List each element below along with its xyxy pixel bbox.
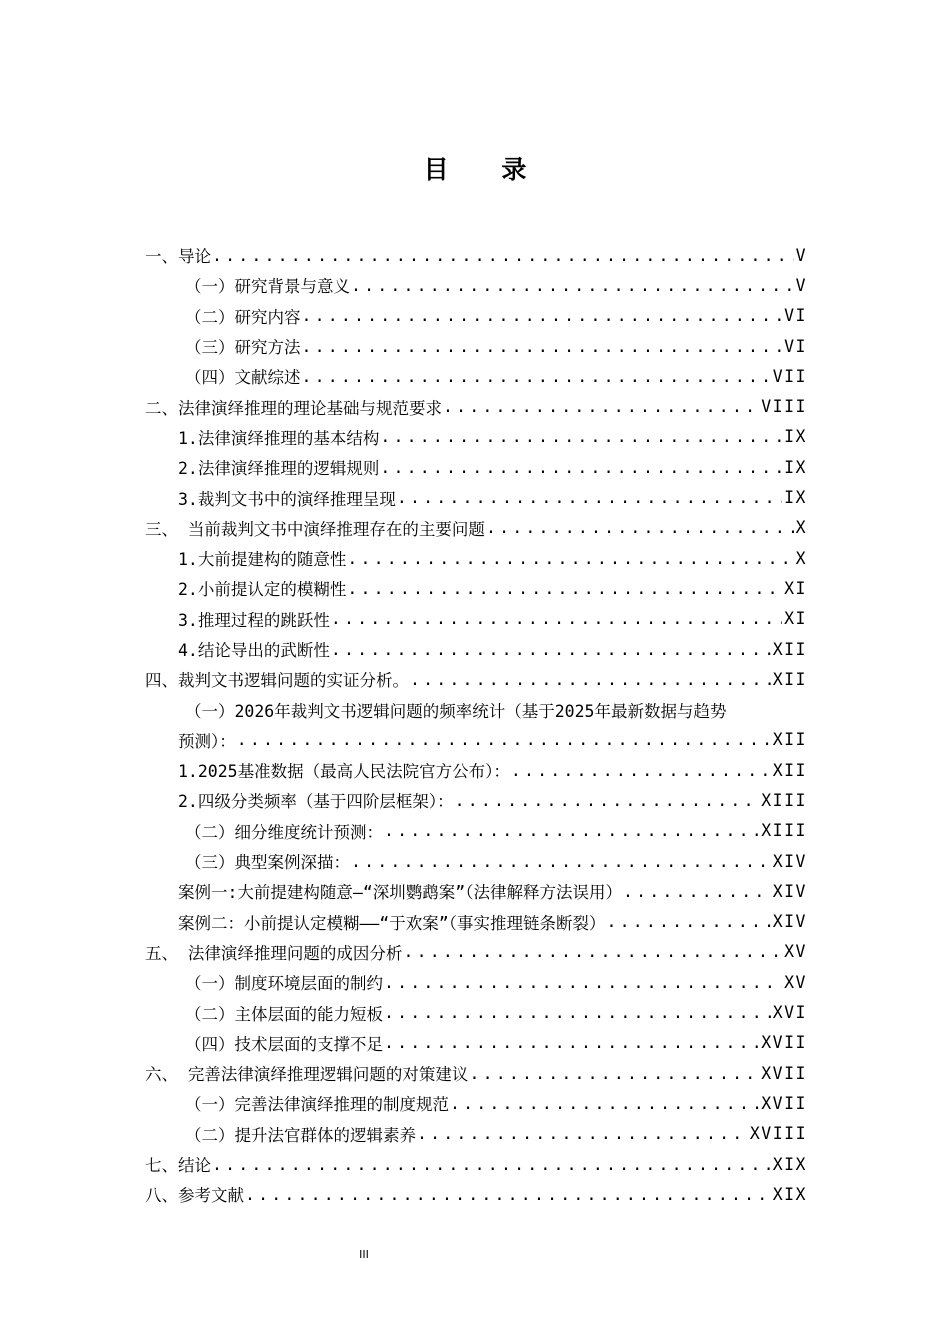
table-of-contents — [145, 240, 807, 1210]
page-number: III — [359, 1248, 369, 1261]
toc-entry-page: XIX — [772, 1184, 807, 1204]
toc-entry-page: XII — [772, 760, 807, 780]
toc-entry-page: XVI — [772, 1003, 807, 1023]
toc-entry[interactable] — [145, 301, 807, 331]
toc-entry-title: （四）技术层面的支撑不足 — [185, 1034, 383, 1054]
toc-entry[interactable] — [145, 422, 807, 452]
toc-entry-title: （一）研究背景与意义 — [185, 277, 350, 297]
toc-entry[interactable] — [145, 694, 807, 724]
toc-entry[interactable] — [145, 391, 807, 421]
toc-entry-title: （二）提升法官群体的逻辑素养 — [185, 1125, 416, 1145]
toc-entry-page: VI — [784, 306, 807, 326]
toc-entry-page: V — [795, 245, 807, 265]
toc-entry-title: 案例二：小前提认定模糊——“于欢案”（事实推理链条断裂） — [178, 913, 606, 933]
toc-entry[interactable] — [145, 1028, 807, 1058]
toc-entry[interactable] — [145, 270, 807, 300]
toc-entry-title: （一）2026年裁判文书逻辑问题的频率统计（基于2025年最新数据与趋势 — [185, 701, 727, 721]
toc-leader-dots — [623, 882, 771, 901]
toc-leader-dots — [511, 761, 771, 780]
toc-entry-title: 3.裁判文书中的演绎推理呈现 — [178, 489, 396, 509]
toc-entry[interactable] — [145, 1119, 807, 1149]
toc-entry[interactable] — [145, 1088, 807, 1118]
toc-entry-page: XV — [784, 942, 807, 962]
toc-entry-title: 3.推理过程的跳跃性 — [178, 610, 330, 630]
toc-entry-page: X — [795, 518, 807, 538]
toc-leader-dots — [351, 852, 771, 871]
toc-leader-dots — [302, 337, 783, 356]
toc-entry-page: XVII — [761, 1063, 807, 1083]
toc-entry[interactable] — [145, 907, 807, 937]
toc-entry-page: XIX — [772, 1154, 807, 1174]
toc-entry-title: 二、法律演绎推理的理论基础与规范要求 — [145, 398, 442, 418]
toc-entry-page: XI — [784, 578, 807, 598]
toc-leader-dots — [403, 942, 782, 961]
toc-entry-page: XI — [784, 609, 807, 629]
toc-leader-dots — [384, 973, 782, 992]
toc-leader-dots — [384, 1033, 759, 1052]
toc-entry[interactable] — [145, 513, 807, 543]
toc-entry[interactable] — [145, 634, 807, 664]
toc-entry-page: XIV — [772, 851, 807, 871]
toc-entry-page: XIII — [761, 790, 807, 810]
toc-entry-page: VIII — [761, 397, 807, 417]
toc-entry-page: X — [795, 548, 807, 568]
toc-leader-dots — [384, 821, 759, 840]
toc-entry-title: 4.结论导出的武断性 — [178, 641, 330, 660]
toc-title: 目 录 — [423, 155, 549, 184]
toc-entry-title: 1.2025基准数据（最高人民法院官方公布）： — [178, 762, 510, 782]
toc-leader-dots — [245, 1185, 771, 1204]
toc-entry-title: 七、结论 — [145, 1156, 211, 1176]
toc-entry-title: （二）研究内容 — [185, 307, 301, 327]
toc-entry[interactable] — [145, 755, 807, 785]
toc-entry[interactable] — [145, 967, 807, 997]
toc-entry[interactable] — [145, 785, 807, 815]
toc-entry[interactable] — [145, 240, 807, 270]
toc-entry-title: 四、裁判文书逻辑问题的实证分析。 — [145, 671, 409, 691]
toc-entry-title: 五、 法律演绎推理问题的成因分析 — [145, 943, 403, 963]
toc-entry-title: （一）制度环境层面的制约 — [185, 974, 383, 994]
toc-entry-title: （二）细分维度统计预测： — [185, 822, 383, 842]
toc-entry-title: 案例一:大前提建构随意—“深圳鹦鹉案”（法律解释方法误用） — [178, 883, 622, 903]
toc-entry[interactable] — [145, 1058, 807, 1088]
toc-leader-dots — [410, 670, 771, 689]
toc-entry-title: 2.四级分类频率（基于四阶层框架）： — [178, 792, 454, 812]
toc-entry-page: XIV — [772, 912, 807, 932]
toc-leader-dots — [443, 397, 759, 416]
toc-leader-dots — [302, 306, 783, 325]
toc-leader-dots — [607, 912, 771, 931]
toc-leader-dots — [455, 791, 760, 810]
toc-leader-dots — [212, 246, 794, 265]
toc-entry-page: XIV — [772, 881, 807, 901]
toc-entry[interactable] — [145, 816, 807, 846]
toc-entry[interactable] — [145, 331, 807, 361]
toc-entry-title: 预测）： — [178, 731, 236, 751]
toc-leader-dots — [237, 730, 771, 749]
toc-entry-page: VI — [784, 336, 807, 356]
toc-leader-dots — [384, 1003, 771, 1022]
toc-entry-title: 2.法律演绎推理的逻辑规则 — [178, 459, 380, 479]
toc-entry-title: 六、 完善法律演绎推理逻辑问题的对策建议 — [145, 1065, 469, 1085]
toc-entry-page: V — [795, 275, 807, 295]
toc-entry-title: （四）文献综述 — [185, 368, 301, 388]
toc-entry[interactable] — [145, 725, 807, 755]
toc-entry-page: XII — [772, 639, 807, 659]
toc-entry-title: 八、参考文献 — [145, 1186, 244, 1206]
toc-entry-page: XVII — [761, 1033, 807, 1053]
toc-leader-dots — [469, 1064, 759, 1083]
toc-leader-dots — [347, 549, 793, 568]
toc-entry-title: 2.小前提认定的模糊性 — [178, 580, 347, 600]
toc-entry-page: IX — [784, 488, 807, 508]
toc-entry-page: IX — [784, 457, 807, 477]
toc-leader-dots — [450, 1094, 759, 1113]
toc-entry-title: （三）典型案例深描： — [185, 853, 350, 873]
toc-entry[interactable] — [145, 876, 807, 906]
toc-entry[interactable] — [145, 573, 807, 603]
toc-entry[interactable] — [145, 1179, 807, 1209]
toc-entry-page: XII — [772, 669, 807, 689]
toc-entry[interactable] — [145, 846, 807, 876]
toc-entry-title: （三）研究方法 — [185, 338, 301, 358]
toc-entry[interactable] — [145, 937, 807, 967]
toc-entry[interactable] — [145, 361, 807, 391]
toc-entry[interactable] — [145, 543, 807, 573]
toc-entry-title: 1.法律演绎推理的基本结构 — [178, 428, 380, 448]
toc-leader-dots — [212, 1155, 771, 1174]
toc-entry-title: （二）主体层面的能力短板 — [185, 1004, 383, 1024]
toc-entry-page: XVIII — [749, 1124, 807, 1144]
toc-entry[interactable] — [145, 664, 807, 694]
toc-entry[interactable] — [145, 604, 807, 634]
toc-entry-page: XV — [784, 972, 807, 992]
toc-leader-dots — [380, 427, 782, 446]
toc-entry-title: 三、 当前裁判文书中演绎推理存在的主要问题 — [145, 519, 485, 539]
toc-entry-page: IX — [784, 427, 807, 447]
toc-leader-dots — [331, 609, 782, 628]
toc-leader-dots — [302, 367, 771, 386]
toc-entry[interactable] — [145, 452, 807, 482]
toc-entry-page: XII — [772, 730, 807, 750]
toc-leader-dots — [417, 1124, 748, 1143]
toc-leader-dots — [397, 488, 782, 507]
toc-entry-title: （一）完善法律演绎推理的制度规范 — [185, 1095, 449, 1115]
toc-entry-page: XIII — [761, 821, 807, 841]
toc-leader-dots — [331, 640, 771, 659]
toc-entry[interactable] — [145, 1149, 807, 1179]
toc-leader-dots — [351, 276, 794, 295]
toc-entry-title: 一、导论 — [145, 247, 211, 267]
toc-entry-page: VII — [772, 366, 807, 386]
toc-entry[interactable] — [145, 482, 807, 512]
toc-leader-dots — [347, 579, 782, 598]
toc-leader-dots — [486, 518, 794, 537]
toc-entry-title: 1.大前提建构的随意性 — [178, 550, 347, 570]
toc-leader-dots — [380, 458, 782, 477]
toc-entry[interactable] — [145, 997, 807, 1027]
toc-entry-page: XVII — [761, 1093, 807, 1113]
